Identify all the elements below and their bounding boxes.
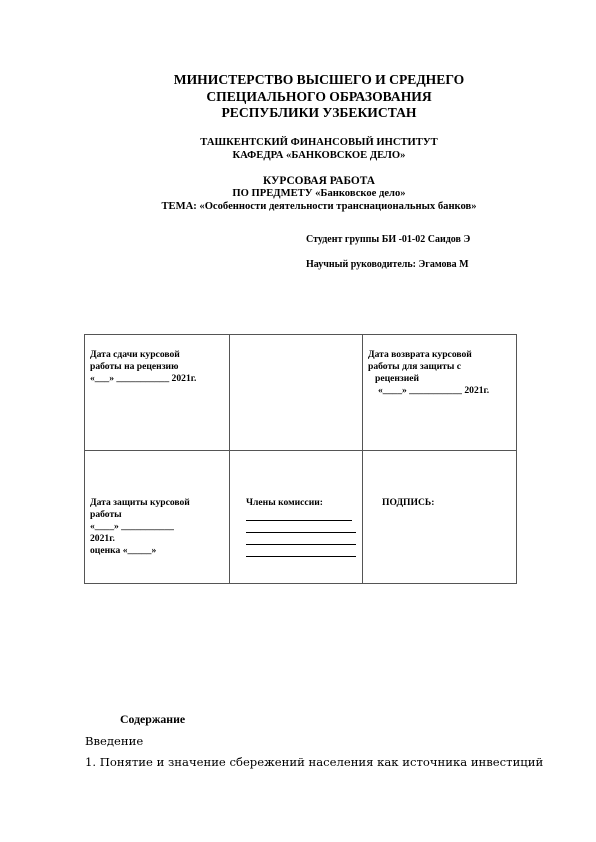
toc-title: Содержание xyxy=(120,712,186,726)
return-label-2: работы для защиты с xyxy=(368,361,462,372)
toc-item: Введение xyxy=(85,734,144,748)
return-date-cell xyxy=(363,335,517,451)
ministry-line-2: СПЕЦИАЛЬНОГО ОБРАЗОВАНИЯ xyxy=(206,88,432,104)
ministry-line-1: МИНИСТЕРСТВО ВЫСШЕГО И СРЕДНЕГО xyxy=(173,72,465,87)
advisor-line: Научный руководитель: Эгамова М xyxy=(306,259,469,270)
submit-label-1: Дата сдачи курсовой xyxy=(90,349,180,360)
signature-line xyxy=(246,545,356,557)
return-date-blank: «____» ___________ 2021г. xyxy=(378,385,490,396)
subject: ПО ПРЕДМЕТУ «Банковское дело» xyxy=(232,187,406,199)
signature-line xyxy=(246,521,356,533)
commission-cell xyxy=(230,451,363,584)
commission-label: Члены комиссии: xyxy=(246,497,323,508)
empty-cell xyxy=(230,335,363,451)
table-row xyxy=(85,451,517,584)
submit-date-cell xyxy=(85,335,230,451)
return-label-3: рецензией xyxy=(375,373,420,384)
signature-cell xyxy=(363,451,517,584)
defense-year: 2021г. xyxy=(90,533,115,544)
defense-date-blank: «____» ___________ xyxy=(90,521,174,532)
grade-blank: оценка «_____» xyxy=(90,545,157,556)
submit-date-blank: «___» ___________ 2021г. xyxy=(90,373,197,384)
signature-label: ПОДПИСЬ: xyxy=(382,497,435,508)
ministry-header xyxy=(0,72,596,122)
signature-line xyxy=(246,509,352,521)
work-type: КУРСОВАЯ РАБОТА xyxy=(262,175,376,187)
work-info xyxy=(0,175,596,213)
defense-label-1: Дата защиты курсовой xyxy=(90,497,190,508)
institute-name: ТАШКЕНТСКИЙ ФИНАНСОВЫЙ ИНСТИТУТ xyxy=(200,137,438,148)
toc-item: 1. Понятие и значение сбережений населения как источника инвестиций xyxy=(85,755,544,769)
table-row xyxy=(85,335,517,451)
ministry-line-3: РЕСПУБЛИКИ УЗБЕКИСТАН xyxy=(221,105,417,120)
defense-label-2: работы xyxy=(90,509,122,520)
institute-block xyxy=(0,137,596,162)
defense-date-cell xyxy=(85,451,230,584)
topic: ТЕМА: «Особенности деятельности транснациональных банков» xyxy=(161,200,477,212)
return-label-1: Дата возврата курсовой xyxy=(368,349,472,360)
dates-table xyxy=(84,334,517,584)
submit-label-2: работы на рецензию xyxy=(90,361,179,372)
signature-line xyxy=(246,533,356,545)
student-line: Студент группы БИ -01-02 Саидов Э xyxy=(306,234,471,245)
department-name: КАФЕДРА «БАНКОВСКОЕ ДЕЛО» xyxy=(232,149,406,161)
